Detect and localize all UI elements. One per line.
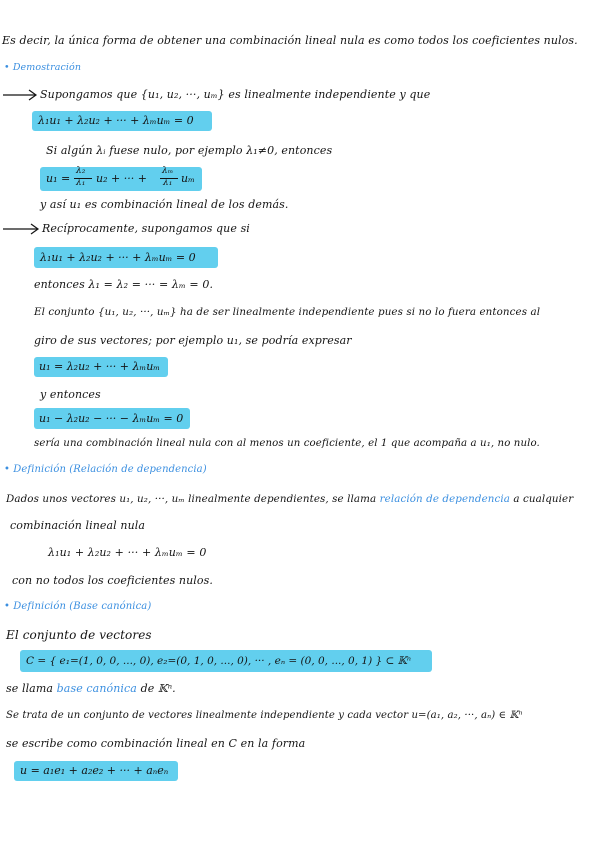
conversely-text: Recíprocamente, supongamos que si — [42, 222, 250, 235]
u1-lhs: u₁ = — [46, 172, 71, 185]
canonical-basis-term: base canónica — [56, 682, 137, 695]
null-combination-label: combinación lineal nula — [10, 519, 146, 532]
called-text: se llama — [6, 682, 54, 695]
canonical-basis-box: C = { e₁=(1, 0, 0, ..., 0), e₂=(0, 1, 0, ..., 0), ··· , eₙ = (0, 0, ..., 0, 1) } ⊂ 𝕂ⁿ — [20, 650, 432, 672]
null-combination-conclusion-text: sería una combinación lineal nula con al menos un coeficiente, el 1 que acompaña a u₁, no nulo. — [34, 438, 540, 449]
u1-middle: u₂ + ··· + — [96, 172, 147, 185]
definition-dependency-heading: • Definición (Relación de dependencia) — [4, 464, 207, 475]
fraction-1-numerator: λ₂ — [76, 166, 86, 176]
and-then-text: y entonces — [40, 388, 101, 401]
u1-combination-box: u₁ = λ₂u₂ + ··· + λₘuₘ — [34, 357, 168, 377]
u-canonical-combination-box: u = a₁e₁ + a₂e₂ + ··· + aₙeₙ — [14, 761, 178, 781]
u1-end: uₘ — [181, 172, 195, 185]
not-all-null-text: con no todos los coeficientes nulos. — [12, 574, 213, 587]
definition-canonical-basis-heading: • Definición (Base canónica) — [4, 601, 152, 612]
linear-combination-box: λ₁u₁ + λ₂u₂ + ··· + λₘuₘ = 0 — [32, 111, 212, 131]
intro-sentence: Es decir, la única forma de obtener una combinación lineal nula es como todos los coeficientes nulos. — [2, 34, 578, 47]
vector-set-text: El conjunto de vectores — [6, 628, 152, 642]
fraction-2-denominator: λ₁ — [163, 178, 173, 188]
if-some-lambda-text: Si algún λᵢ fuese nulo, por ejemplo λ₁≠0, entonces — [46, 144, 333, 157]
dependency-definition-end: a cualquier — [513, 493, 574, 505]
then-lambdas-zero-text: entonces λ₁ = λ₂ = ··· = λₘ = 0. — [34, 278, 214, 291]
one-vector-expressed-text: giro de sus vectores; por ejemplo u₁, se podría expresar — [34, 334, 352, 347]
dependency-definition-start: Dados unos vectores u₁, u₂, ···, uₘ linealmente dependientes, se llama — [6, 493, 377, 505]
dependency-equation: λ₁u₁ + λ₂u₂ + ··· + λₘuₘ = 0 — [48, 546, 207, 559]
fraction-1-denominator: λ₁ — [76, 178, 86, 188]
dependency-relation-term: relación de dependencia — [379, 493, 511, 505]
linear-combination-box-2: λ₁u₁ + λ₂u₂ + ··· + λₘuₘ = 0 — [34, 247, 218, 268]
arrow-right-icon — [2, 222, 40, 236]
demonstration-heading: • Demostración — [4, 62, 82, 73]
of-kn-text: de 𝕂ⁿ. — [140, 682, 176, 695]
set-must-be-independent-text: El conjunto {u₁, u₂, ···, uₘ} ha de ser linealmente independiente pues si no lo fuera entonces al — [34, 306, 541, 318]
independent-set-text: Se trata de un conjunto de vectores linealmente independiente y cada vector u=(a₁, a₂, ···, aₙ) ∈ 𝕂ⁿ — [6, 710, 523, 721]
suppose-independent-text: Supongamos que {u₁, u₂, ···, uₘ} es linealmente independiente y que — [40, 88, 431, 101]
arrow-right-icon — [2, 88, 38, 102]
written-as-combination-text: se escribe como combinación lineal en C en la forma — [6, 737, 306, 750]
fraction-2-numerator: λₘ — [162, 166, 174, 176]
u1-expression-box — [40, 167, 202, 191]
dependency-definition-line — [6, 493, 573, 505]
combination-of-others-text: y así u₁ es combinación lineal de los demás. — [40, 198, 289, 211]
called-canonical-basis-line — [6, 682, 176, 695]
null-combination-box: u₁ − λ₂u₂ − ··· − λₘuₘ = 0 — [34, 408, 190, 429]
